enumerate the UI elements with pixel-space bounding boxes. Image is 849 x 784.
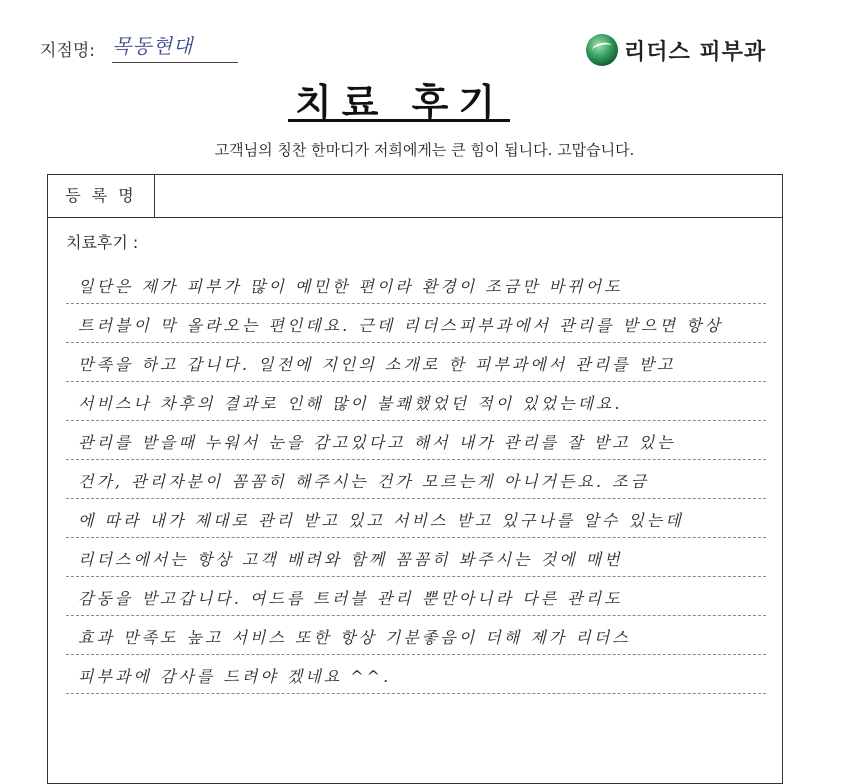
review-label: 치료후기 :	[66, 233, 139, 252]
review-line-text: 건가, 관리자분이 꼼꼼히 해주시는 건가 모르는게 아니거든요. 조금	[78, 472, 650, 491]
review-line-text: 트러블이 막 올라오는 편인데요. 근데 리더스피부과에서 관리를 받으면 항상	[78, 316, 723, 335]
branch-value: 목동현대	[112, 34, 194, 58]
registrant-row	[48, 175, 782, 218]
review-line	[66, 499, 766, 538]
review-line-text: 일단은 제가 피부가 많이 예민한 편이라 환경이 조금만 바뀌어도	[78, 277, 623, 296]
review-lines	[66, 265, 766, 694]
page-subtitle: 고객님의 칭찬 한마디가 저희에게는 큰 힘이 됩니다. 고맙습니다.	[214, 141, 635, 159]
brand-logo	[586, 34, 766, 66]
review-line	[66, 616, 766, 655]
review-line	[66, 460, 766, 499]
review-line-text: 효과 만족도 높고 서비스 또한 항상 기분좋음이 더해 제가 리더스	[78, 628, 631, 647]
page-title: 치료 후기	[294, 81, 506, 125]
review-line-text: 만족을 하고 갑니다. 일전에 지인의 소개로 한 피부과에서 관리를 받고	[78, 355, 676, 374]
review-form	[47, 174, 783, 784]
review-line	[66, 382, 766, 421]
brand-name: 리더스 피부과	[624, 39, 767, 65]
registrant-label: 등 록 명	[48, 175, 155, 217]
review-line	[66, 655, 766, 694]
review-line-text: 관리를 받을때 누워서 눈을 감고있다고 해서 내가 관리를 잘 받고 있는	[78, 433, 676, 452]
review-line	[66, 421, 766, 460]
review-line	[66, 265, 766, 304]
review-line-text: 에 따라 내가 제대로 관리 받고 있고 서비스 받고 있구나를 알수 있는데	[78, 511, 684, 530]
review-line-text: 감동을 받고갑니다. 여드름 트러블 관리 뿐만아니라 다른 관리도	[78, 589, 623, 608]
title-underline	[288, 119, 510, 122]
review-line	[66, 343, 766, 382]
review-line	[66, 538, 766, 577]
review-line-text: 서비스나 차후의 결과로 인해 많이 불쾌했었던 적이 있었는데요.	[78, 394, 623, 413]
review-line-text: 리더스에서는 항상 고객 배려와 함께 꼼꼼히 봐주시는 것에 매번	[78, 550, 623, 569]
review-line-text: 피부과에 감사를 드려야 겠네요 ^^.	[78, 667, 392, 686]
review-line	[66, 577, 766, 616]
branch-underline	[112, 62, 238, 63]
review-line	[66, 304, 766, 343]
globe-logo-icon	[586, 34, 618, 66]
branch-label: 지점명:	[40, 41, 95, 61]
